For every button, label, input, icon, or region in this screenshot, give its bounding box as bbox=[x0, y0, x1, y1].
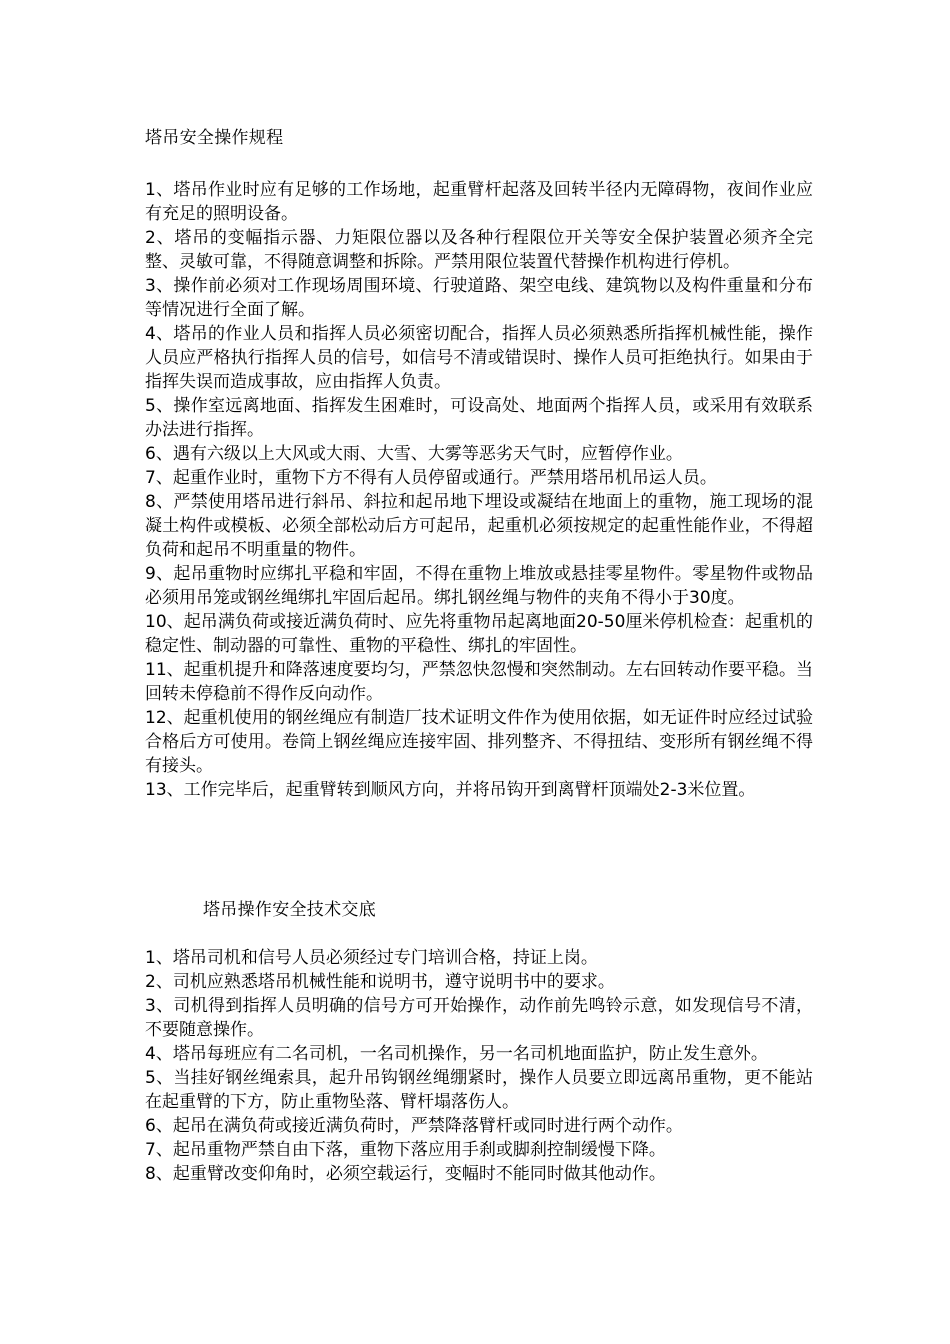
briefing-item: 1、塔吊司机和信号人员必须经过专门培训合格，持证上岗。 bbox=[145, 948, 598, 968]
briefing-item: 6、起吊在满负荷或接近满负荷时，严禁降落臂杆或同时进行两个动作。 bbox=[145, 1116, 683, 1136]
document-title: 塔吊安全操作规程 bbox=[145, 128, 284, 148]
briefing-item: 4、塔吊每班应有二名司机，一名司机操作，另一名司机地面监护，防止发生意外。 bbox=[145, 1044, 768, 1064]
briefing-item: 3、司机得到指挥人员明确的信号方可开始操作，动作前先鸣铃示意，如发现信号不清，不要随意操作。 bbox=[145, 996, 813, 1040]
rule-item: 7、起重作业时，重物下方不得有人员停留或通行。严禁用塔吊机吊运人员。 bbox=[145, 468, 717, 488]
section-title: 塔吊操作安全技术交底 bbox=[203, 900, 376, 920]
rule-item: 4、塔吊的作业人员和指挥人员必须密切配合，指挥人员必须熟悉所指挥机械性能，操作人员应严格执行指挥人员的信号，如信号不清或错误时、操作人员可拒绝执行。如果由于指挥失误而造成事故，应由指挥人负责。 bbox=[145, 324, 813, 392]
briefing-item: 2、司机应熟悉塔吊机械性能和说明书，遵守说明书中的要求。 bbox=[145, 972, 615, 992]
rule-item: 12、起重机使用的钢丝绳应有制造厂技术证明文件作为使用依据，如无证件时应经过试验合格后方可使用。卷筒上钢丝绳应连接牢固、排列整齐、不得扭结、变形所有钢丝绳不得有接头。 bbox=[145, 708, 813, 776]
rule-item: 6、遇有六级以上大风或大雨、大雪、大雾等恶劣天气时，应暂停作业。 bbox=[145, 444, 683, 464]
briefing-item: 7、起吊重物严禁自由下落，重物下落应用手刹或脚刹控制缓慢下降。 bbox=[145, 1140, 666, 1160]
rule-item: 10、起吊满负荷或接近满负荷时、应先将重物吊起离地面20-50厘米停机检查：起重机的稳定性、制动器的可靠性、重物的平稳性、绑扎的牢固性。 bbox=[145, 612, 813, 656]
rule-item: 9、起吊重物时应绑扎平稳和牢固，不得在重物上堆放或悬挂零星物件。零星物件或物品必须用吊笼或钢丝绳绑扎牢固后起吊。绑扎钢丝绳与物件的夹角不得小于30度。 bbox=[145, 564, 813, 608]
rule-item: 1、塔吊作业时应有足够的工作场地，起重臂杆起落及回转半径内无障碍物，夜间作业应有充足的照明设备。 bbox=[145, 180, 813, 224]
briefing-item: 8、起重臂改变仰角时，必须空载运行，变幅时不能同时做其他动作。 bbox=[145, 1164, 666, 1184]
rule-item: 3、操作前必须对工作现场周围环境、行驶道路、架空电线、建筑物以及构件重量和分布等情况进行全面了解。 bbox=[145, 276, 813, 320]
briefing-item: 5、当挂好钢丝绳索具，起升吊钩钢丝绳绷紧时，操作人员要立即远离吊重物，更不能站在起重臂的下方，防止重物坠落、臂杆塌落伤人。 bbox=[145, 1068, 813, 1112]
safety-briefing-section bbox=[145, 946, 813, 1186]
rule-item: 13、工作完毕后，起重臂转到顺风方向，并将吊钩开到离臂杆顶端处2-3米位置。 bbox=[145, 780, 756, 800]
rule-item: 8、严禁使用塔吊进行斜吊、斜拉和起吊地下埋设或凝结在地面上的重物，施工现场的混凝土构件或模板、必须全部松动后方可起吊，起重机必须按规定的起重性能作业，不得超负荷和起吊不明重量的物件。 bbox=[145, 492, 813, 560]
rule-item: 5、操作室远离地面、指挥发生困难时，可设高处、地面两个指挥人员，或采用有效联系办法进行指挥。 bbox=[145, 396, 813, 440]
safety-rules-section bbox=[145, 178, 813, 802]
rule-item: 11、起重机提升和降落速度要均匀，严禁忽快忽慢和突然制动。左右回转动作要平稳。当回转未停稳前不得作反向动作。 bbox=[145, 660, 813, 704]
rule-item: 2、塔吊的变幅指示器、力矩限位器以及各种行程限位开关等安全保护装置必须齐全完整、灵敏可靠，不得随意调整和拆除。严禁用限位装置代替操作机构进行停机。 bbox=[145, 228, 813, 272]
